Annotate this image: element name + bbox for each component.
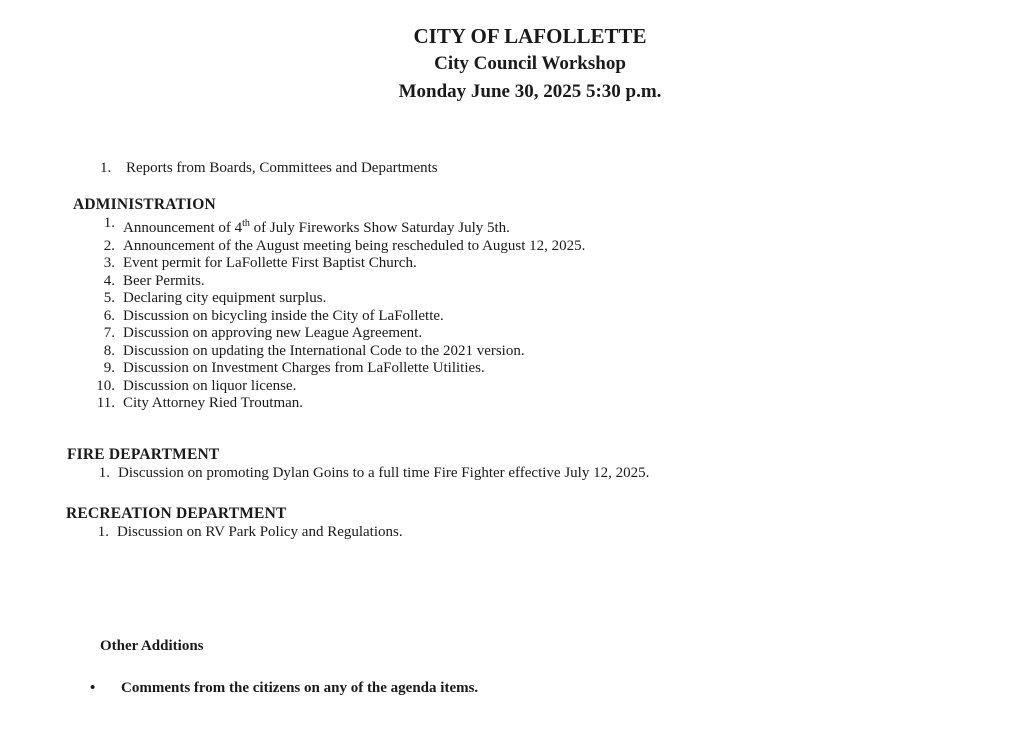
document-header xyxy=(300,22,760,106)
list-item xyxy=(90,395,585,413)
administration-section xyxy=(73,196,585,413)
item-text: Discussion on updating the International Code to the 2021 version. xyxy=(123,342,525,359)
item-number: 6. xyxy=(103,307,115,324)
item-number: 9. xyxy=(103,360,115,376)
item-number: 4. xyxy=(103,272,115,289)
other-additions-text: Comments from the citizens on any of the agenda items. xyxy=(121,680,479,696)
list-item xyxy=(85,465,649,483)
meeting-type: City Council Workshop xyxy=(434,53,626,74)
fire-department-section xyxy=(67,446,649,483)
recreation-department-section xyxy=(66,505,403,542)
intro-item xyxy=(100,160,438,177)
list-item xyxy=(90,215,585,238)
item-text: Declaring city equipment surplus. xyxy=(123,290,327,306)
item-number: 5. xyxy=(103,290,115,306)
item-number: 7. xyxy=(103,325,115,341)
item-text: Event permit for LaFollette First Baptist Church. xyxy=(123,255,417,271)
list-item xyxy=(90,360,585,378)
item-text: Discussion on Investment Charges from LaFollette Utilities. xyxy=(123,360,485,376)
item-number: 3. xyxy=(103,255,115,271)
item-number: 8. xyxy=(103,342,115,359)
list-item xyxy=(90,290,585,308)
item-text: City Attorney Ried Troutman. xyxy=(123,395,304,411)
list-item xyxy=(90,343,585,361)
list-item xyxy=(90,238,585,256)
item-number: 1. xyxy=(103,215,115,231)
item-text: Discussion on approving new League Agreement. xyxy=(123,325,423,341)
item-text: Discussion on RV Park Policy and Regulations. xyxy=(117,524,403,540)
item-number: 1. xyxy=(97,524,109,540)
list-item xyxy=(90,273,585,291)
list-item xyxy=(90,325,585,343)
list-item xyxy=(90,255,585,273)
meeting-date: Monday June 30, 2025 5:30 p.m. xyxy=(398,81,662,102)
item-number: 10. xyxy=(96,377,115,394)
administration-heading: ADMINISTRATION xyxy=(73,196,216,213)
item-number: 11. xyxy=(96,395,115,411)
recreation-department-list xyxy=(66,524,403,542)
other-additions-item xyxy=(90,680,478,697)
fire-department-list xyxy=(67,465,649,483)
item-text: Discussion on liquor license. xyxy=(123,377,297,394)
administration-list xyxy=(73,215,585,413)
city-name: CITY OF LAFOLLETTE xyxy=(413,24,647,48)
list-item xyxy=(90,308,585,326)
item-text: Discussion on bicycling inside the City of LaFollette. xyxy=(123,307,444,324)
recreation-department-heading: RECREATION DEPARTMENT xyxy=(66,505,287,522)
item-number: 1. xyxy=(98,465,110,481)
list-item xyxy=(90,378,585,396)
intro-text: Reports from Boards, Committees and Departments xyxy=(126,160,438,176)
item-text: Discussion on promoting Dylan Goins to a full time Fire Fighter effective July 12, 2025. xyxy=(118,465,650,481)
intro-number: 1. xyxy=(100,160,112,176)
bullet-icon: • xyxy=(90,680,96,696)
other-additions-title: Other Additions xyxy=(100,638,204,654)
item-text: Announcement of 4th of July Fireworks Show Saturday July 5th. xyxy=(123,218,510,236)
item-text: Beer Permits. xyxy=(123,272,205,289)
item-number: 2. xyxy=(103,237,115,254)
item-text: Announcement of the August meeting being rescheduled to August 12, 2025. xyxy=(123,237,586,254)
list-item xyxy=(84,524,403,542)
fire-department-heading: FIRE DEPARTMENT xyxy=(67,446,220,463)
